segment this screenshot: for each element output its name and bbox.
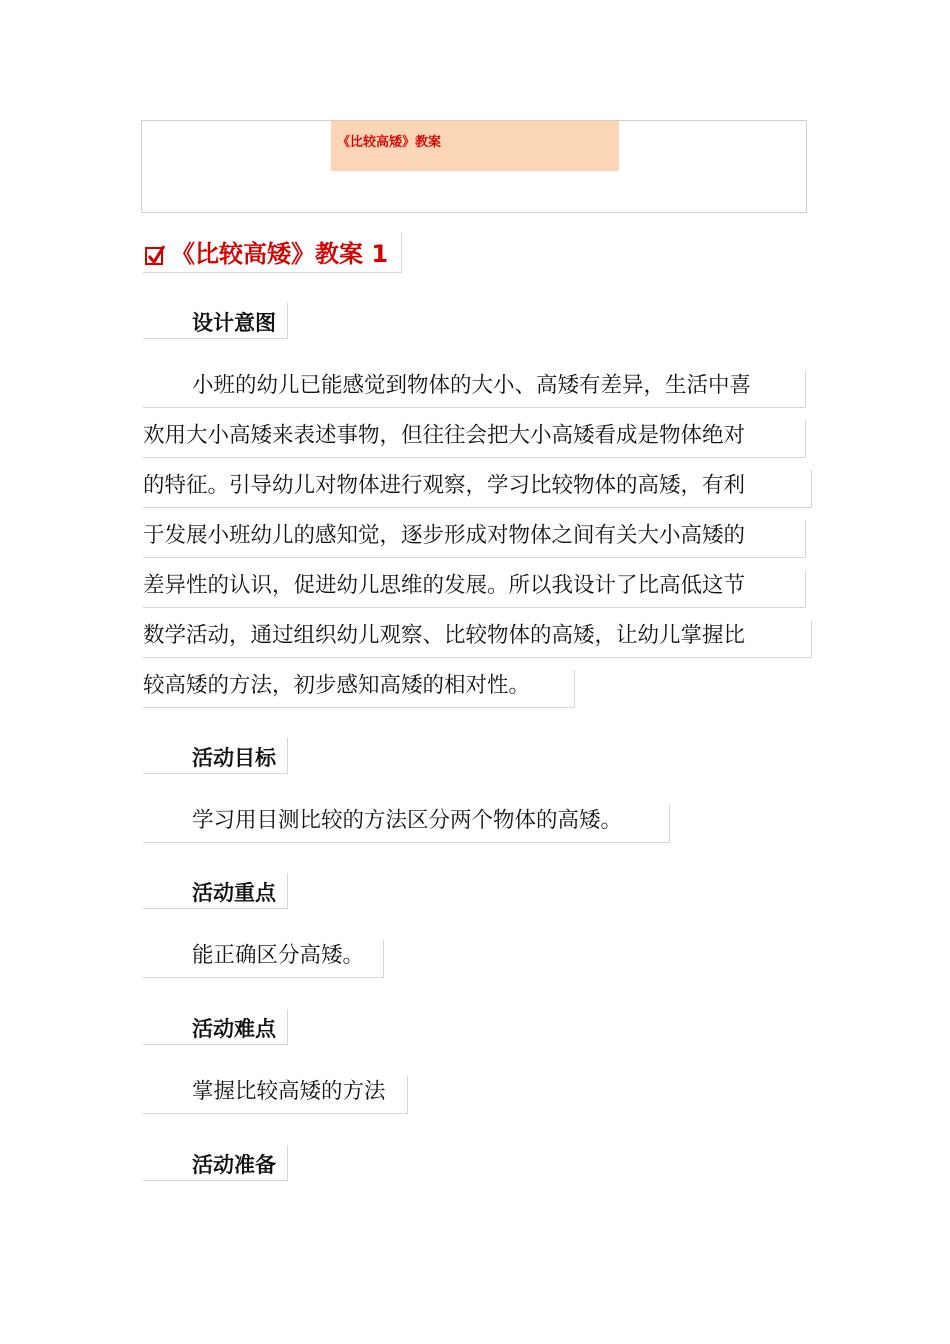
heading-text: 活动准备 [192,1153,276,1177]
heading-text: 活动目标 [192,746,276,770]
paragraph-line: 欢用大小高矮来表述事物，但往往会把大小高矮看成是物体绝对 [143,420,806,458]
paragraph-line: 于发展小班幼儿的感知觉，逐步形成对物体之间有关大小高矮的 [143,520,806,558]
section-heading-key-point [143,873,288,909]
checkbox-checked-icon [145,247,163,265]
paragraph-line: 数学活动，通过组织幼儿观察、比较物体的高矮，让幼儿掌握比 [143,620,812,658]
document-title: 《比较高矮》教案 1 [171,240,389,268]
section-heading-design-intent [143,303,288,339]
section-heading-goal [143,738,288,774]
paragraph-line: 能正确区分高矮。 [143,940,384,978]
paragraph-line: 较高矮的方法，初步感知高矮的相对性。 [143,670,575,708]
paragraph-line: 的特征。引导幼儿对物体进行观察，学习比较物体的高矮，有利 [143,470,812,508]
header-title: 《比较高矮》教案 [337,135,442,150]
heading-text: 活动难点 [192,1017,276,1041]
heading-text: 活动重点 [192,881,276,905]
paragraph-line: 掌握比较高矮的方法 [143,1076,408,1114]
paragraph-line: 学习用目测比较的方法区分两个物体的高矮。 [143,805,670,843]
paragraph-line: 小班的幼儿已能感觉到物体的大小、高矮有差异，生活中喜 [143,370,806,408]
paragraph-line: 差异性的认识，促进幼儿思维的发展。所以我设计了比高低这节 [143,570,806,608]
section-heading-preparation [143,1145,288,1181]
heading-text: 设计意图 [192,311,276,335]
section-heading-difficulty [143,1009,288,1045]
